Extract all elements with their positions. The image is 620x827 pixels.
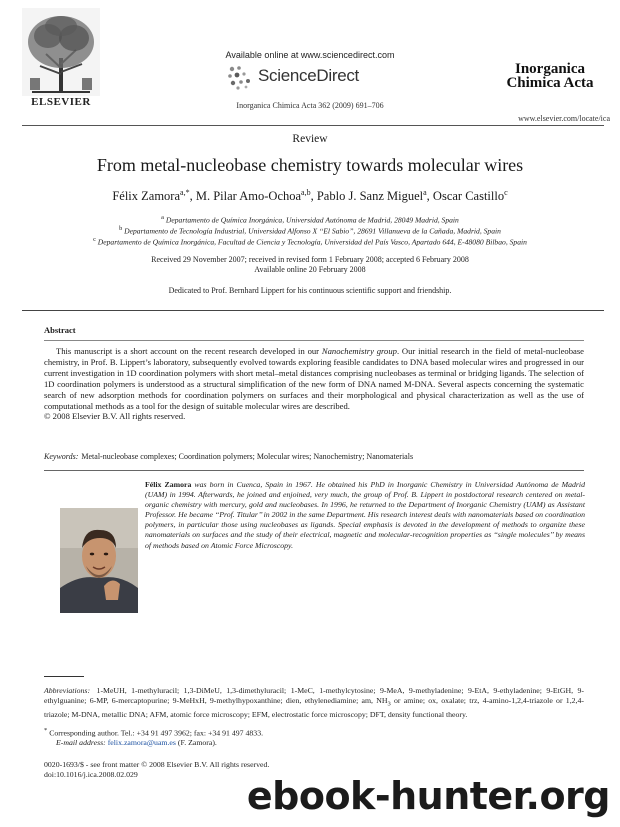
affiliation-label: c [93,236,96,243]
abstract-emphasis: Nanochemistry group [321,346,397,356]
author-photo [60,508,138,613]
watermark: ebook-hunter.org [246,774,610,818]
front-matter-notice: 0020-1693/$ - see front matter © 2008 Elsevier B.V. All rights reserved. [44,760,270,769]
sciencedirect-dots-icon [226,63,256,91]
author-name: Pablo J. Sanz Miguel [316,189,424,204]
author-name: Félix Zamora [112,189,181,204]
keywords-label: Keywords: [44,452,79,461]
journal-logo [498,62,602,90]
keywords [44,452,584,461]
author-biography [145,480,585,551]
available-online-notice: Available online at www.sciencedirect.com [225,50,395,60]
abstract-paragraph [44,346,584,411]
affiliation-c [0,236,620,247]
article-section-label: Review [292,133,328,145]
journal-reference: Inorganica Chimica Acta 362 (2009) 691–706 [236,101,384,110]
affiliation-text: Departamento de Química Inorgánica, Universidad Autónoma de Madrid, 28049 Madrid, Spain [165,215,459,225]
doi[interactable]: doi:10.1016/j.ica.2008.02.029 [44,770,138,779]
abstract-heading: Abstract [44,325,76,335]
corresponding-author [44,727,584,738]
abbreviations-text: or amine; ox, oxalate; trz, 4-amino-1,2,4-triazole or 1,2,4-triazole; M-DNA, metallic DNA; AFM, atomic force microscopy; EFM, electrostatic force microscopy; DFT, density functional theory. [44,696,584,719]
sciencedirect-logo: ScienceDirect [258,66,359,85]
email-label: E-mail address: [56,738,106,747]
footnote-divider [44,676,84,677]
keywords-list: Metal-nucleobase complexes; Coordination polymers; Molecular wires; Nanochemistry; Nanomaterials [81,452,414,461]
abstract-copyright: © 2008 Elsevier B.V. All rights reserved. [44,411,186,422]
corresponding-text: Corresponding author. Tel.: +34 91 497 3962; fax: +34 91 497 4833. [49,728,264,738]
author-name: M. Pilar Amo-Ochoa [195,189,302,204]
abstract-text: This manuscript is a short account on the recent research developed in our [56,346,322,356]
article-title: From metal-nucleobase chemistry towards molecular wires [96,155,524,175]
affiliation-a [0,214,620,225]
abstract-body [44,346,584,422]
affiliation-label: b [119,225,123,232]
affiliation-b [0,225,620,236]
affiliation-text: Departamento de Tecnología Industrial, Universidad Alfonso X ‘‘El Sabio’’, 28691 Villanueva de la Cañada, Madrid, Spain [124,226,501,236]
abstract-divider [44,340,584,341]
email-suffix: (F. Zamora). [177,738,217,747]
affiliation-label: a [161,214,164,221]
author-name: Oscar Castillo [432,189,505,204]
abbreviations-subscript: 3 [387,700,391,708]
bio-name: Félix Zamora [145,480,192,489]
abbreviations-text: 1-MeUH, 1-methyluracil; 1,3-DiMeU, 1,3-dimethyluracil; 1-MeC, 1-methylcytosine; 9-MeA, 9-methyladenine; 9-EtA, 9-ethyladenine; 9-EtGH, 9-ethylguanine; 6-MP, 6-mercaptopurine; 9-MeHxH, 9-methylhypoxanthine; dien, ethylenediamine; am, NH [44,686,585,705]
email-line [56,738,596,747]
author-affiliation-mark: a [423,188,427,197]
corresponding-mark: * [44,727,48,734]
bio-text: was born in Cuenca, Spain in 1967. He obtained his PhD in Inorganic Chemistry in Universidad Autónoma de Madrid (UAM) in 1994. Afterwards, he joined and enjoined, very much, the group of Prof. B. Lippert in postdoctoral research centered on metal-organic chemistry with mercury, gold and nucleobases. In 1996, he returned to the Department of Inorganic Chemistry (UAM) as Assistant Professor. He became ‘‘Prof. Titular’’ in 2002 in the same Department. His research interest deals with nanomaterials based on coordination polymers, in particular those using nucleobases as ligands. Special emphasis is devoted in the development of methods to organize these nanomaterials on surfaces and the study of their electrical, magnetic and molecular-recognition properties as ‘‘single molecules’’ by means of methods based on Atomic Force Microscopy. [145,480,585,550]
abstract-text: . Our initial research in the field of metal-nucleobase chemistry, in Prof. B. Lippert’s laboratory, subsequently evolved towards exploring feasible candidates to DNA based molecular wires and progressed in our current investigation in 1D coordination polymers with short metal–metal distances comprising nucleobases as terminal or bridging ligands. The selection of 1D coordination polymers is understood as a structural simplification of the new form of DNA named M-DNA. Several aspects concerning the systematic search of new adsorption methods for coordination polymers on surfaces and their morphological and physical characterization as well as the use of computational methods as a tool for the design of suitable molecular wires are described. [44,346,584,411]
email-link[interactable]: felix.zamora@uam.es [107,738,176,747]
journal-url[interactable]: www.elsevier.com/locate/ica [518,114,610,123]
author-affiliation-mark: a,b [301,188,311,197]
dedication: Dedicated to Prof. Bernhard Lippert for his continuous scientific support and friendship. [168,286,452,295]
author-affiliation-mark: a,* [180,188,190,197]
elsevier-tree-logo [22,8,100,96]
author-affiliation-mark: c [504,188,508,197]
received-dates: Received 29 November 2007; received in revised form 1 February 2008; accepted 6 February 2008 [151,255,469,264]
available-online-date: Available online 20 February 2008 [254,265,366,274]
author-list: Félix Zamora$^{a,*}$, M. Pilar Amo-Ochoa$^{a,b}$, Pablo J. Sanz Miguel$^a$, Oscar Castillo$^c$ [112,188,508,204]
abbreviations-footnote [44,686,584,720]
section-divider [22,310,604,311]
keywords-divider [44,470,584,471]
header-divider [22,125,604,126]
abbreviations-label: Abbreviations: [44,686,91,695]
elsevier-wordmark: ELSEVIER [31,96,91,108]
affiliation-text: Departamento de Química Inorgánica, Facultad de Ciencia y Tecnología, Universidad del País Vasco, Apartado 644, E-48080 Bilbao, Spain [97,237,527,247]
journal-logo-line2: Chimica Acta [506,75,594,91]
journal-logo-line1: Inorganica [514,61,585,77]
